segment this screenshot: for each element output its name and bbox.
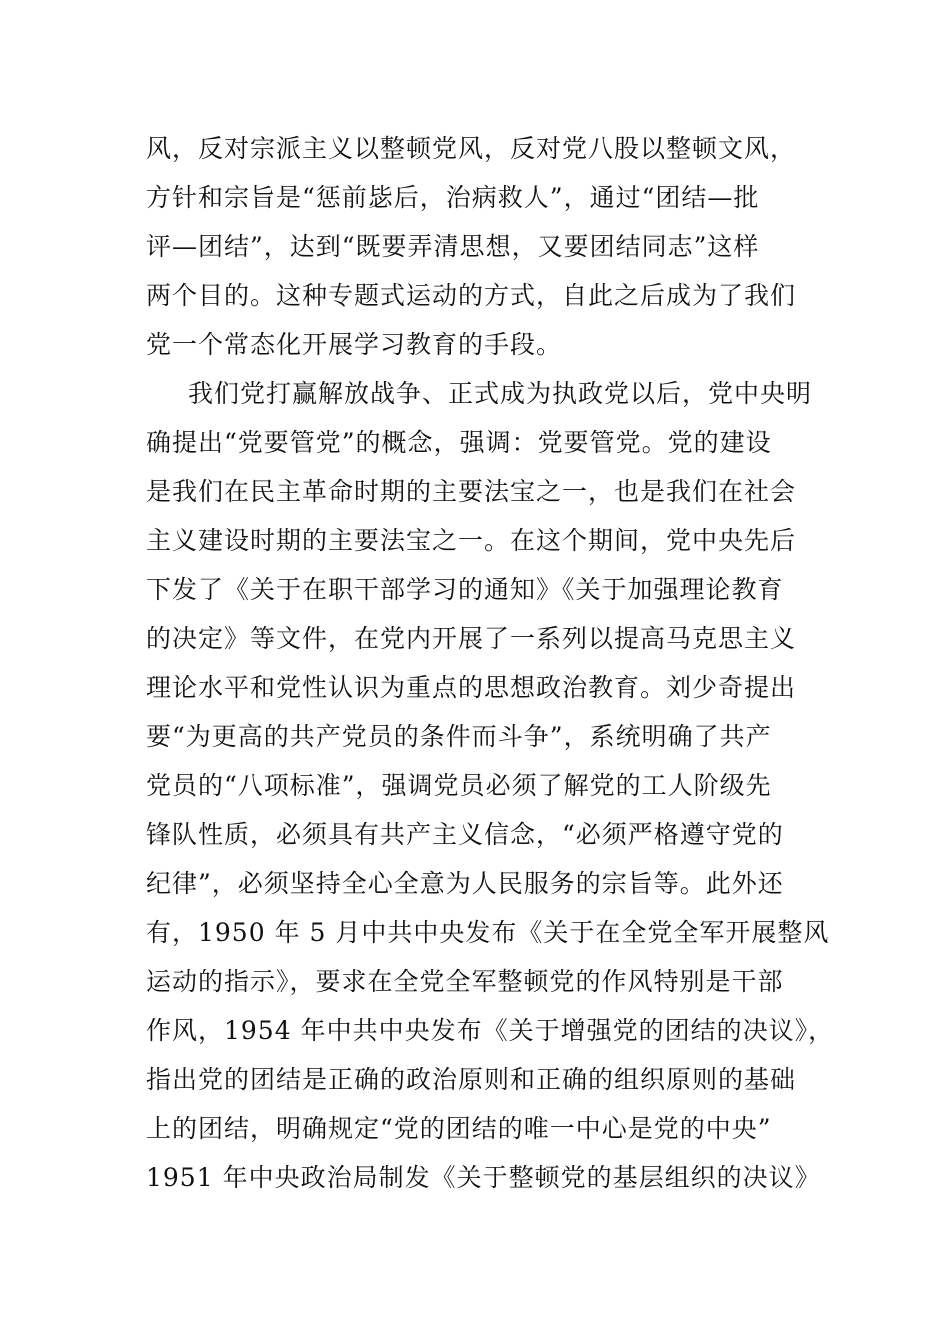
text-line: 有，1950 年 5 月中共中央发布《关于在全党全军开展整风 — [146, 918, 830, 947]
text-line: 下发了《关于在职干部学习的通知》《关于加强理论教育 — [146, 575, 784, 604]
text-line: 理论水平和党性认识为重点的思想政治教育。刘少奇提出 — [146, 673, 797, 702]
body-text — [146, 124, 835, 1202]
text-line: 两个目的。这种专题式运动的方式，自此之后成为了我们 — [146, 281, 797, 310]
text-line: 主义建设时期的主要法宝之一。在这个期间，党中央先后 — [146, 526, 797, 555]
text-line: 是我们在民主革命时期的主要法宝之一，也是我们在社会 — [146, 477, 797, 506]
text-line: 指出党的团结是正确的政治原则和正确的组织原则的基础 — [146, 1065, 797, 1094]
text-line: 的决定》等文件，在党内开展了一系列以提高马克思主义 — [146, 624, 797, 653]
text-line: 纪律”，必须坚持全心全意为人民服务的宗旨等。此外还 — [146, 869, 784, 898]
text-line: 作风，1954 年中共中央发布《关于增强党的团结的决议》， — [146, 1016, 835, 1045]
text-line: 党一个常态化开展学习教育的手段。 — [146, 330, 563, 359]
paragraph-start-line: 我们党打赢解放战争、正式成为执政党以后，党中央明 — [188, 379, 813, 408]
text-line: 方针和宗旨是“惩前毖后，治病救人”，通过“团结—批 — [146, 183, 760, 212]
text-line: 风，反对宗派主义以整顿党风，反对党八股以整顿文风， — [146, 134, 797, 163]
text-line: 上的团结，明确规定“党的团结的唯一中心是党的中央” — [146, 1114, 772, 1143]
text-line: 评—团结”，达到“既要弄清思想，又要团结同志”这样 — [146, 232, 760, 261]
text-line: 党员的“八项标准”，强调党员必须了解党的工人阶级先 — [146, 771, 772, 800]
text-line: 运动的指示》，要求在全党全军整顿党的作风特别是干部 — [146, 967, 784, 996]
text-line: 1951 年中央政治局制发《关于整顿党的基层组织的决议》 — [146, 1163, 821, 1192]
text-line: 锋队性质，必须具有共产主义信念，“必须严格遵守党的 — [146, 820, 784, 849]
text-line: 确提出“党要管党”的概念，强调：党要管党。党的建设 — [146, 428, 772, 457]
text-line: 要“为更高的共产党员的条件而斗争”，系统明确了共产 — [146, 722, 772, 751]
